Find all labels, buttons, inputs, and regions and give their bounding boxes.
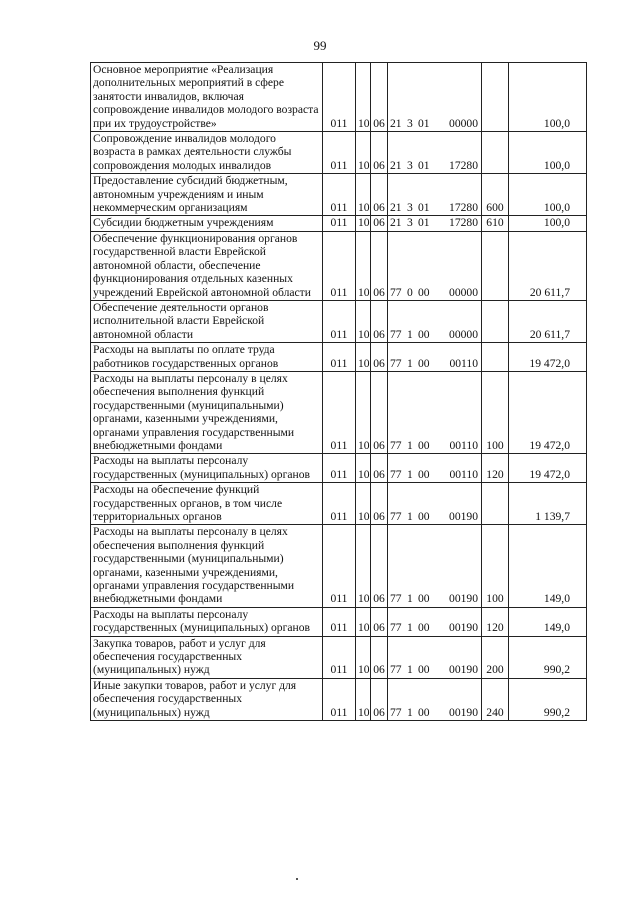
csr-program: 77 (390, 663, 402, 677)
csr-program: 77 (390, 467, 402, 481)
row-pr: 06 (371, 454, 388, 483)
row-sum: 149,0 (509, 525, 587, 607)
table-row (91, 525, 587, 607)
csr-direction: 00190 (449, 663, 478, 677)
csr-subprogram: 1 (407, 510, 413, 523)
row-csr (388, 132, 482, 174)
csr-event: 00 (418, 705, 430, 719)
row-grbs: 011 (323, 483, 356, 525)
table-row (91, 216, 587, 231)
row-name: Обеспечение деятельности органов исполнительной власти Еврейской автономной области (91, 300, 323, 342)
row-rz: 10 (356, 678, 371, 720)
table-row (91, 371, 587, 453)
row-name: Обеспечение функционирования органов государственной власти Еврейской автономной области, обеспечение функционирования отдельных казенных учреждений Еврейской автономной области (91, 231, 323, 300)
row-sum: 20 611,7 (509, 231, 587, 300)
row-pr: 06 (371, 483, 388, 525)
csr-subprogram: 1 (407, 621, 413, 635)
table-row (91, 231, 587, 300)
row-pr: 06 (371, 63, 388, 132)
row-rz: 10 (356, 132, 371, 174)
table-row (91, 636, 587, 678)
table-row (91, 300, 587, 342)
csr-event: 00 (418, 327, 430, 341)
row-grbs: 011 (323, 343, 356, 372)
csr-program: 21 (390, 116, 402, 130)
csr-event: 00 (418, 467, 430, 481)
row-grbs: 011 (323, 216, 356, 231)
csr-subprogram: 1 (407, 663, 413, 677)
row-rz: 10 (356, 607, 371, 636)
row-vr: 610 (482, 216, 509, 231)
row-sum: 149,0 (509, 607, 587, 636)
row-rz: 10 (356, 483, 371, 525)
row-vr: 200 (482, 636, 509, 678)
row-grbs: 011 (323, 371, 356, 453)
csr-program: 77 (390, 592, 402, 606)
csr-program: 77 (390, 438, 402, 452)
csr-event: 00 (418, 592, 430, 606)
csr-event: 00 (418, 621, 430, 635)
row-rz: 10 (356, 454, 371, 483)
row-csr (388, 343, 482, 372)
row-vr (482, 132, 509, 174)
row-vr (482, 231, 509, 300)
csr-direction: 00000 (449, 327, 478, 341)
row-vr: 240 (482, 678, 509, 720)
csr-program: 21 (390, 201, 402, 215)
row-pr: 06 (371, 525, 388, 607)
row-csr (388, 216, 482, 231)
csr-event: 00 (418, 438, 430, 452)
row-csr (388, 525, 482, 607)
row-pr: 06 (371, 678, 388, 720)
table-body (91, 63, 587, 721)
csr-subprogram: 1 (407, 327, 413, 341)
row-csr (388, 300, 482, 342)
row-pr: 06 (371, 607, 388, 636)
csr-program: 77 (390, 285, 402, 299)
row-grbs: 011 (323, 678, 356, 720)
row-name: Расходы на выплаты персоналу государственных (муниципальных) органов (91, 607, 323, 636)
row-pr: 06 (371, 636, 388, 678)
csr-direction: 00000 (449, 116, 478, 130)
csr-subprogram: 1 (407, 438, 413, 452)
row-csr (388, 371, 482, 453)
row-csr (388, 174, 482, 216)
row-sum: 100,0 (509, 174, 587, 216)
table-row (91, 678, 587, 720)
row-sum: 1 139,7 (509, 483, 587, 525)
row-rz: 10 (356, 63, 371, 132)
csr-event: 00 (418, 510, 430, 523)
row-pr: 06 (371, 132, 388, 174)
csr-program: 77 (390, 356, 402, 370)
row-sum: 20 611,7 (509, 300, 587, 342)
csr-direction: 00190 (449, 621, 478, 635)
row-vr (482, 483, 509, 525)
row-vr: 120 (482, 454, 509, 483)
row-name: Расходы на выплаты по оплате труда работников государственных органов (91, 343, 323, 372)
csr-direction: 00110 (449, 467, 478, 481)
row-sum: 19 472,0 (509, 371, 587, 453)
table-row (91, 483, 587, 525)
row-grbs: 011 (323, 525, 356, 607)
row-name: Расходы на выплаты персоналу в целях обеспечения выполнения функций государственными (муниципальными) органами, казенными учреждениями, органами управления государственными внебюджетными фондами (91, 371, 323, 453)
csr-subprogram: 1 (407, 356, 413, 370)
row-pr: 06 (371, 174, 388, 216)
table-row (91, 174, 587, 216)
row-csr (388, 483, 482, 525)
row-name: Предоставление субсидий бюджетным, автономным учреждениям и иным некоммерческим организациям (91, 174, 323, 216)
row-vr (482, 63, 509, 132)
csr-subprogram: 1 (407, 592, 413, 606)
row-grbs: 011 (323, 174, 356, 216)
csr-subprogram: 1 (407, 705, 413, 719)
row-grbs: 011 (323, 454, 356, 483)
csr-program: 77 (390, 327, 402, 341)
csr-direction: 00110 (449, 356, 478, 370)
row-pr: 06 (371, 216, 388, 231)
csr-event: 00 (418, 356, 430, 370)
row-pr: 06 (371, 343, 388, 372)
row-pr: 06 (371, 231, 388, 300)
table-row (91, 132, 587, 174)
table-row (91, 63, 587, 132)
csr-program: 21 (390, 216, 402, 230)
table-row (91, 607, 587, 636)
csr-direction: 00190 (449, 705, 478, 719)
row-vr: 100 (482, 525, 509, 607)
row-name: Сопровождение инвалидов молодого возраста в рамках деятельности службы сопровождения молодых инвалидов (91, 132, 323, 174)
csr-subprogram: 0 (407, 285, 413, 299)
row-name: Субсидии бюджетным учреждениям (91, 216, 323, 231)
csr-subprogram: 3 (407, 158, 413, 172)
csr-subprogram: 3 (407, 216, 413, 230)
row-name: Расходы на обеспечение функций государственных органов, в том числе территориальных органов (91, 483, 323, 525)
csr-subprogram: 1 (407, 467, 413, 481)
csr-direction: 17280 (449, 158, 478, 172)
row-sum: 100,0 (509, 216, 587, 231)
row-vr: 120 (482, 607, 509, 636)
row-pr: 06 (371, 371, 388, 453)
csr-direction: 00190 (449, 510, 478, 523)
row-csr (388, 63, 482, 132)
row-vr (482, 343, 509, 372)
csr-event: 01 (418, 116, 430, 130)
row-sum: 19 472,0 (509, 454, 587, 483)
row-sum: 990,2 (509, 636, 587, 678)
csr-direction: 00000 (449, 285, 478, 299)
row-csr (388, 454, 482, 483)
row-name: Расходы на выплаты персоналу государственных (муниципальных) органов (91, 454, 323, 483)
row-vr (482, 300, 509, 342)
scan-speck (296, 878, 298, 880)
csr-program: 77 (390, 510, 402, 523)
row-rz: 10 (356, 343, 371, 372)
row-grbs: 011 (323, 607, 356, 636)
row-name: Иные закупки товаров, работ и услуг для обеспечения государственных (муниципальных) нужд (91, 678, 323, 720)
csr-direction: 00190 (449, 592, 478, 606)
row-pr: 06 (371, 300, 388, 342)
csr-program: 21 (390, 158, 402, 172)
row-rz: 10 (356, 300, 371, 342)
row-grbs: 011 (323, 63, 356, 132)
row-rz: 10 (356, 216, 371, 231)
csr-program: 77 (390, 621, 402, 635)
page-number: 99 (313, 38, 327, 53)
row-grbs: 011 (323, 300, 356, 342)
row-rz: 10 (356, 636, 371, 678)
row-sum: 990,2 (509, 678, 587, 720)
row-csr (388, 607, 482, 636)
row-rz: 10 (356, 525, 371, 607)
csr-event: 01 (418, 158, 430, 172)
row-vr: 600 (482, 174, 509, 216)
csr-direction: 00110 (449, 438, 478, 452)
row-name: Основное мероприятие «Реализация дополнительных мероприятий в сфере занятости инвалидов, включая сопровождение инвалидов молодого возраста при их трудоустройстве» (91, 63, 323, 132)
csr-program: 77 (390, 705, 402, 719)
csr-subprogram: 3 (407, 201, 413, 215)
row-csr (388, 231, 482, 300)
row-rz: 10 (356, 371, 371, 453)
table-row (91, 454, 587, 483)
row-sum: 100,0 (509, 132, 587, 174)
row-sum: 19 472,0 (509, 343, 587, 372)
row-name: Закупка товаров, работ и услуг для обеспечения государственных (муниципальных) нужд (91, 636, 323, 678)
row-vr: 100 (482, 371, 509, 453)
row-grbs: 011 (323, 132, 356, 174)
row-sum: 100,0 (509, 63, 587, 132)
row-csr (388, 678, 482, 720)
row-rz: 10 (356, 174, 371, 216)
csr-event: 01 (418, 201, 430, 215)
csr-direction: 17280 (449, 201, 478, 215)
csr-subprogram: 3 (407, 116, 413, 130)
row-grbs: 011 (323, 231, 356, 300)
csr-event: 00 (418, 285, 430, 299)
row-csr (388, 636, 482, 678)
csr-direction: 17280 (449, 216, 478, 230)
row-name: Расходы на выплаты персоналу в целях обеспечения выполнения функций государственными (муниципальными) органами, казенными учреждениями, органами управления государственными внебюджетными фондами (91, 525, 323, 607)
budget-table (90, 62, 587, 721)
row-grbs: 011 (323, 636, 356, 678)
csr-event: 01 (418, 216, 430, 230)
row-rz: 10 (356, 231, 371, 300)
csr-event: 00 (418, 663, 430, 677)
table-row (91, 343, 587, 372)
